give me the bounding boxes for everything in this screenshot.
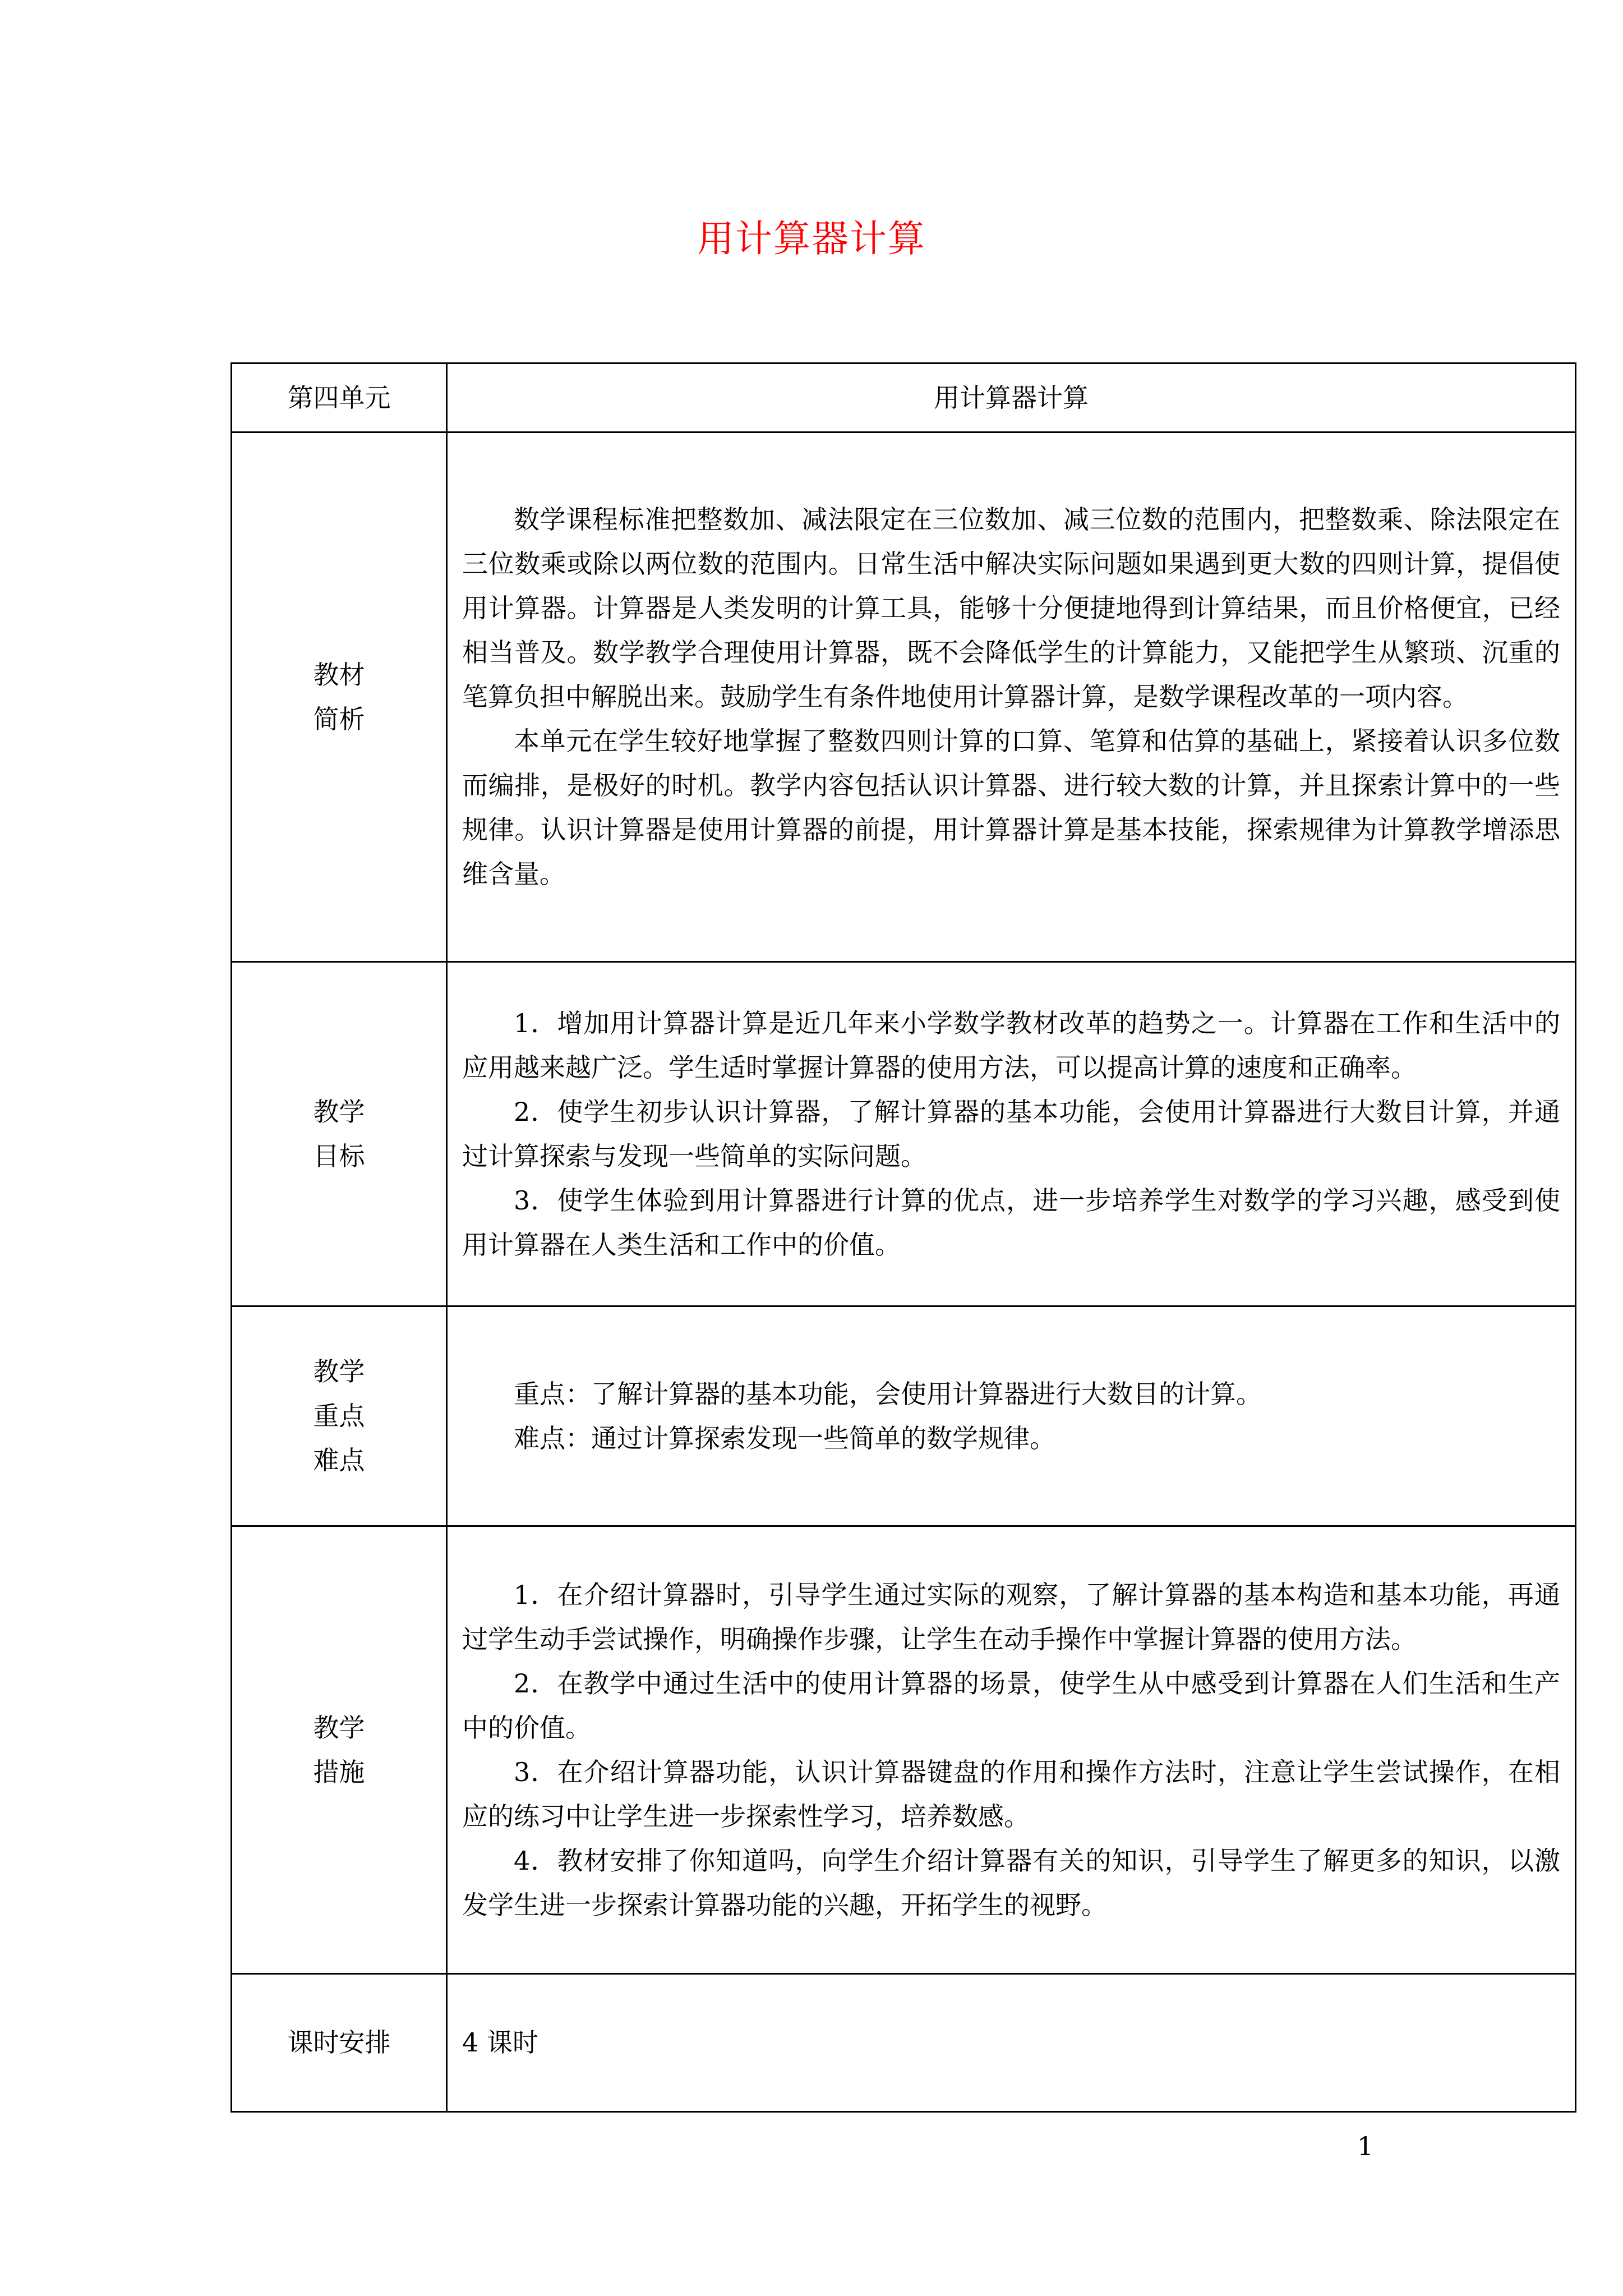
unit-label: 第四单元 [287, 382, 391, 413]
page-number: 1 [1357, 2131, 1374, 2161]
unit-title-cell [447, 364, 1576, 432]
document-title: 用计算器计算 [697, 217, 926, 260]
teaching-measures-content [447, 1526, 1576, 1974]
row-label-line: 教材 [313, 659, 365, 690]
material-analysis-label-cell [232, 432, 447, 962]
schedule-value: 4 课时 [462, 2027, 538, 2058]
unit-title: 用计算器计算 [934, 382, 1089, 413]
row-label-line: 简析 [313, 703, 365, 734]
paragraph: 3．在介绍计算器功能，认识计算器键盘的作用和操作方法时，注意让学生尝试操作，在相应的练习中让学生进一步探索性学习，培养数感。 [462, 1756, 1560, 1832]
unit-label-cell [232, 364, 447, 432]
schedule-label: 课时安排 [287, 2027, 391, 2058]
row-label-line: 目标 [313, 1140, 365, 1171]
lesson-plan-table [230, 362, 1576, 2113]
paragraph: 重点：了解计算器的基本功能，会使用计算器进行大数目的计算。 [514, 1378, 1262, 1409]
schedule-row [232, 1974, 1576, 2112]
header-row [232, 364, 1576, 432]
paragraph: 3．使学生体验到用计算器进行计算的优点，进一步培养学生对数学的学习兴趣，感受到使用计算器在人类生活和工作中的价值。 [462, 1185, 1560, 1260]
key-points-content [447, 1306, 1576, 1526]
row-label-line: 难点 [313, 1445, 365, 1475]
paragraph: 4．教材安排了你知道吗，向学生介绍计算器有关的知识，引导学生了解更多的知识，以激发学生进一步探索计算器功能的兴趣，开拓学生的视野。 [462, 1845, 1560, 1920]
paragraph: 本单元在学生较好地掌握了整数四则计算的口算、笔算和估算的基础上，紧接着认识多位数而编排，是极好的时机。教学内容包括认识计算器、进行较大数的计算，并且探索计算中的一些规律。认识计算器是使用计算器的前提，用计算器计算是基本技能，探索规律为计算教学增添思维含量。 [462, 726, 1560, 889]
material-analysis-content [447, 432, 1576, 962]
teaching-goals-row [232, 962, 1576, 1306]
row-label-line: 教学 [313, 1356, 365, 1387]
paragraph: 1．增加用计算器计算是近几年来小学数学教材改革的趋势之一。计算器在工作和生活中的应用越来越广泛。学生适时掌握计算器的使用方法，可以提高计算的速度和正确率。 [462, 1007, 1560, 1083]
paragraph: 难点：通过计算探索发现一些简单的数学规律。 [514, 1423, 1055, 1453]
paragraph: 数学课程标准把整数加、减法限定在三位数加、减三位数的范围内，把整数乘、除法限定在三位数乘或除以两位数的范围内。日常生活中解决实际问题如果遇到更大数的四则计算，提倡使用计算器。计算器是人类发明的计算工具，能够十分便捷地得到计算结果，而且价格便宜，已经相当普及。数学教学合理使用计算器，既不会降低学生的计算能力，又能把学生从繁琐、沉重的笔算负担中解脱出来。鼓励学生有条件地使用计算器计算，是数学课程改革的一项内容。 [462, 504, 1560, 712]
paragraph: 2．在教学中通过生活中的使用计算器的场景，使学生从中感受到计算器在人们生活和生产中的价值。 [462, 1668, 1560, 1743]
teaching-measures-label-cell [232, 1526, 447, 1974]
teaching-goals-label-cell [232, 962, 447, 1306]
row-label-line: 措施 [313, 1756, 365, 1787]
key-points-row [232, 1306, 1576, 1526]
row-label-line: 教学 [313, 1096, 365, 1127]
row-label-line: 教学 [313, 1712, 365, 1743]
teaching-goals-content [447, 962, 1576, 1306]
schedule-content-cell [447, 1974, 1576, 2112]
schedule-label-cell [232, 1974, 447, 2112]
paragraph: 2．使学生初步认识计算器，了解计算器的基本功能，会使用计算器进行大数目计算，并通过计算探索与发现一些简单的实际问题。 [462, 1096, 1560, 1171]
row-label-line: 重点 [313, 1401, 365, 1431]
material-analysis-row [232, 432, 1576, 962]
paragraph: 1．在介绍计算器时，引导学生通过实际的观察，了解计算器的基本构造和基本功能，再通过学生动手尝试操作，明确操作步骤，让学生在动手操作中掌握计算器的使用方法。 [462, 1579, 1560, 1654]
key-points-label-cell [232, 1306, 447, 1526]
teaching-measures-row [232, 1526, 1576, 1974]
